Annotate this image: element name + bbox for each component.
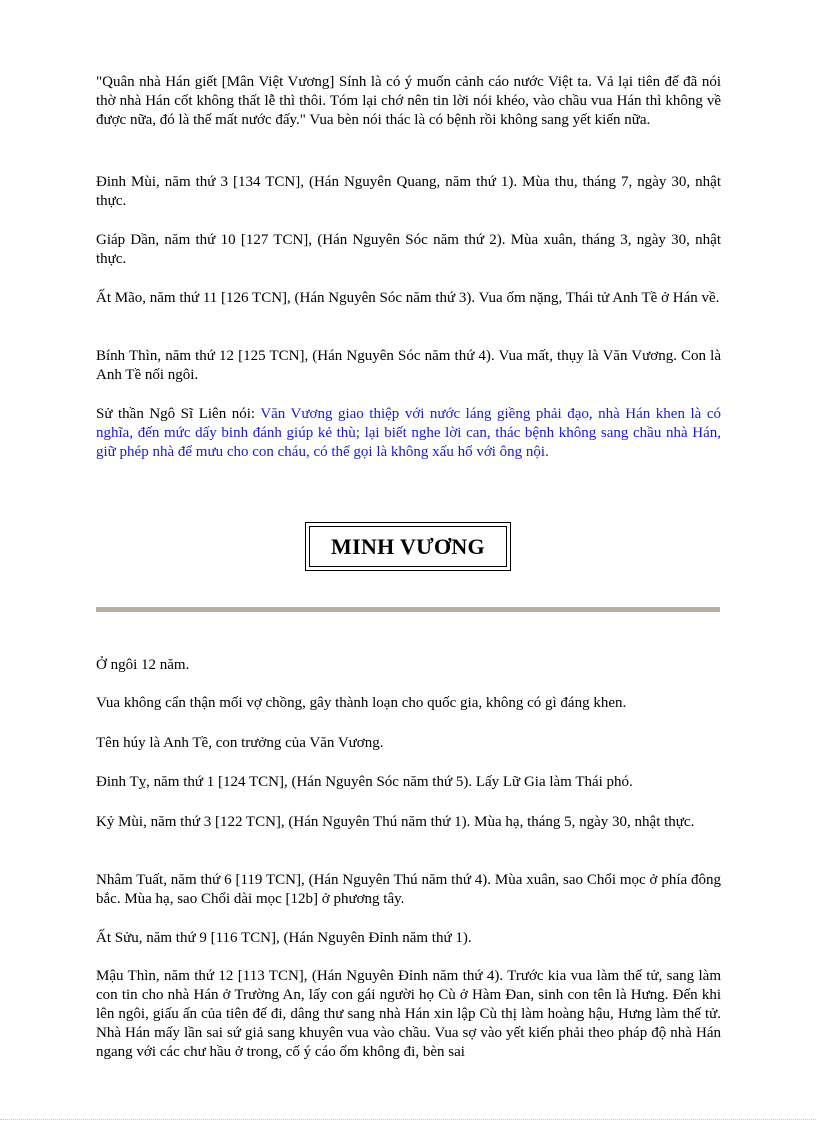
commentary-paragraph — [96, 405, 721, 462]
section-title-box — [305, 522, 511, 571]
paragraph-ky-mui: Kỷ Mùi, năm thứ 3 [122 TCN], (Hán Nguyên Thú năm thứ 1). Mùa hạ, tháng 5, ngày 30, nhật thực. — [96, 814, 695, 830]
paragraph-mau-thin: Mậu Thìn, năm thứ 12 [113 TCN], (Hán Nguyên Đỉnh năm thứ 4). Trước kia vua làm thế tử, sang làm con tin cho nhà Hán ở Trường An, lấy con gái người họ Cù ở Hàm Đan, sinh con tên là Hưng. Đến khi lên ngôi, giấu ấn của tiên đế đi, dâng thư sang nhà Hán xin lập Cù thị làm hoàng hậu, Hưng làm thế tử. Nhà Hán mấy lần sai sứ giả sang khuyên vua vào chầu. Vua sợ vào yết kiến phải theo pháp độ nhà Hán ngang với các chư hầu ở trong, cố ý cáo ốm không đi, bèn sai — [96, 968, 721, 1060]
paragraph-nham-tuat: Nhâm Tuất, năm thứ 6 [119 TCN], (Hán Nguyên Thú năm thứ 4). Mùa xuân, sao Chổi mọc ở phía đông bắc. Mùa hạ, sao Chổi dài mọc [12b] ở phương tây. — [96, 872, 721, 907]
paragraph-dinh-mui: Đinh Mùi, năm thứ 3 [134 TCN], (Hán Nguyên Quang, năm thứ 1). Mùa thu, tháng 7, ngày 30, nhật thực. — [96, 174, 721, 209]
commentary-text: Văn Vương giao thiệp với nước láng giềng phải đạo, nhà Hán khen là có nghĩa, đến mức dấy binh đánh giúp kẻ thù; lại biết nghe lời can, thác bệnh không sang chầu nhà Hán, giữ phép nhà để mưu cho con cháu, có thể gọi là không xấu hổ với ông nội. — [96, 406, 721, 460]
paragraph-name: Tên húy là Anh Tề, con trưởng của Văn Vương. — [96, 735, 384, 751]
horizontal-divider — [96, 607, 720, 612]
paragraph-binh-thin: Bính Thìn, năm thứ 12 [125 TCN], (Hán Nguyên Sóc năm thứ 4). Vua mất, thụy là Văn Vương. Con là Anh Tề nối ngôi. — [96, 348, 721, 383]
paragraph-giap-dan: Giáp Dần, năm thứ 10 [127 TCN], (Hán Nguyên Sóc năm thứ 2). Mùa xuân, tháng 3, ngày 30, nhật thực. — [96, 232, 721, 267]
paragraph-quote: "Quân nhà Hán giết [Mân Việt Vương] Sính là có ý muốn cảnh cáo nước Việt ta. Vả lại tiên đế đã nói thờ nhà Hán cốt không thất lễ thì thôi. Tóm lại chớ nên tin lời nói khéo, vào chầu vua Hán thì không về được nữa, đó là thế mất nước đấy." Vua bèn nói thác là có bệnh rồi không sang yết kiến nữa. — [96, 74, 721, 128]
paragraph-at-mao: Ất Mão, năm thứ 11 [126 TCN], (Hán Nguyên Sóc năm thứ 3). Vua ốm nặng, Thái tử Anh Tề ở Hán về. — [96, 290, 720, 306]
paragraph-evaluation: Vua không cẩn thận mối vợ chồng, gây thành loạn cho quốc gia, không có gì đáng khen. — [96, 695, 627, 711]
paragraph-dinh-ty: Đinh Tỵ, năm thứ 1 [124 TCN], (Hán Nguyên Sóc năm thứ 5). Lấy Lữ Gia làm Thái phó. — [96, 774, 633, 790]
paragraph-reign-length: Ở ngôi 12 năm. — [96, 657, 190, 673]
commentary-prefix: Sử thần Ngô Sĩ Liên nói: — [96, 406, 261, 422]
section-title: MINH VƯƠNG — [331, 533, 485, 559]
page-bottom-edge — [0, 1119, 816, 1121]
paragraph-at-suu: Ất Sửu, năm thứ 9 [116 TCN], (Hán Nguyên Đỉnh năm thứ 1). — [96, 930, 472, 946]
